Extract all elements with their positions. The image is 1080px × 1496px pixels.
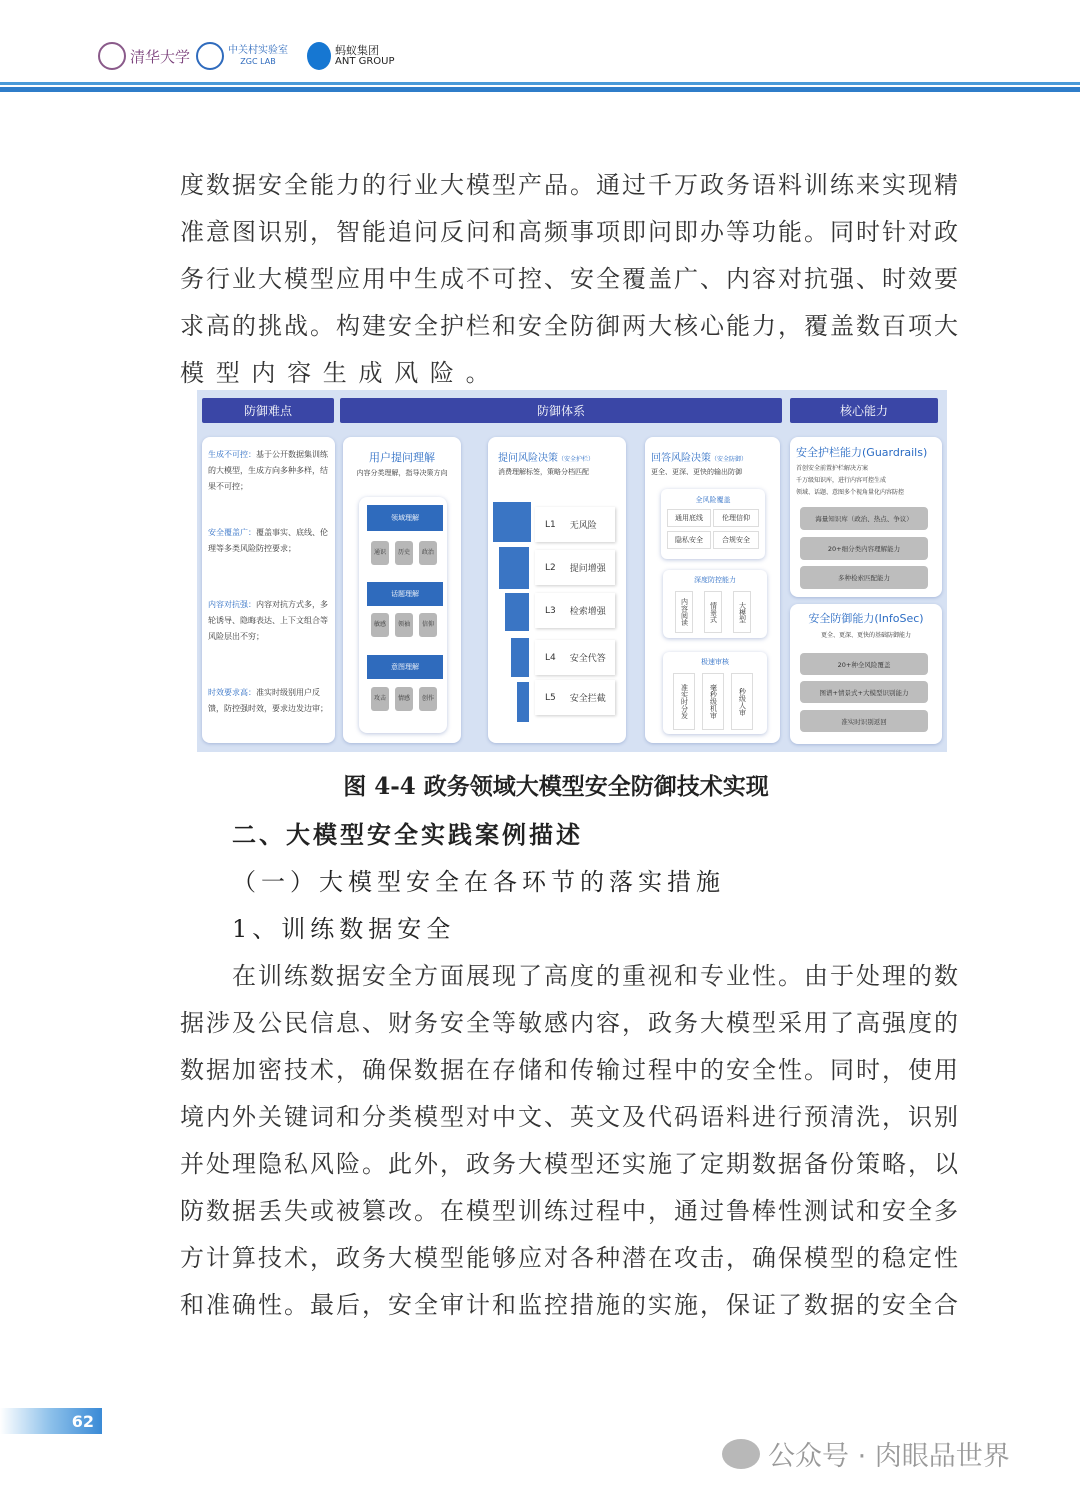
difficulties-card: 生成不可控：基于公开数据集训练的大模型，生成方向多种多样，结果不可控； 安全覆盖广：覆盖事实、底线、伦理等多类风险防控要求； 内容对抗强：内容对抗方式多，多轮诱导、隐晦表达、上下文组合等风险层出不穷； 时效要求高：准实时级别用户反馈，防控强时效，要求边发边审； xyxy=(202,437,335,743)
figure-caption: 图 4-4 政务领域大模型安全防御技术实现 xyxy=(343,773,769,800)
level-l5: L5 安全拦截 xyxy=(535,680,615,715)
ant-group-logo: 蚂蚁集团 ANT GROUP xyxy=(307,42,395,70)
tsinghua-logo: 清华大学 xyxy=(98,42,190,70)
level-l4: L4 安全代答 xyxy=(535,640,615,675)
wechat-icon xyxy=(722,1439,760,1469)
zgc-lab-logo: 中关村实验室 ZGC LAB xyxy=(196,42,288,70)
guardrails-card: 安全护栏能力(Guardrails) 首创安全前置护栏解决方案 千万级知识库，进行内容可控生成 领域、话题、意图多个视角量化内容防控 海量知识库（政治、热点、争议） 20+细分类内容理解能力 多种检索匹配能力 xyxy=(790,437,942,597)
section-heading: 二、大模型安全实践案例描述 xyxy=(232,820,583,849)
header-rule-thick xyxy=(0,87,1080,92)
page-number: 62 xyxy=(0,1408,102,1434)
header-difficulties: 防御难点 xyxy=(202,398,334,423)
header-rule xyxy=(0,82,1080,85)
ask-risk-card: 提问风险决策（安全护栏） 消费理解标签，策略分档匹配 L1 无风险 L2 提问增强 L3 检索增强 L4 安全代答 L5 安全拦截 xyxy=(488,437,626,743)
item-heading: 1、训练数据安全 xyxy=(232,915,456,943)
defense-diagram xyxy=(197,390,947,752)
level-l2: L2 提问增强 xyxy=(535,550,615,585)
header-core: 核心能力 xyxy=(790,398,938,423)
subsection-heading: （一）大模型安全在各环节的落实措施 xyxy=(232,868,725,896)
infosec-card: 安全防御能力(InfoSec) 更全、更深、更快的基础防御能力 20+种全风险覆盖 图谱+情景式+大模型识别能力 准实时识别返回 xyxy=(790,604,942,744)
header-system: 防御体系 xyxy=(340,398,782,423)
level-l3: L3 检索增强 xyxy=(535,593,615,628)
watermark: 公众号 · 肉眼品世界 xyxy=(722,1434,1010,1473)
answer-risk-card: 回答风险决策（安全防御） 更全、更深、更快的输出防御 全风险覆盖 通用底线 伦理信仰 隐私安全 合规安全 深度防控能力 内容阅读 情景式 大模型 极速审核 准实时分发 毫秒级机审 秒级人审 xyxy=(645,437,780,743)
user-understanding-card: 用户提问理解 内容分类理解，指导决策方向 领域理解 通识 历史 政治 话题理解 敏感 领袖 信仰 意图理解 攻击 情感 创作 xyxy=(343,437,461,743)
level-l1: L1 无风险 xyxy=(535,507,615,542)
